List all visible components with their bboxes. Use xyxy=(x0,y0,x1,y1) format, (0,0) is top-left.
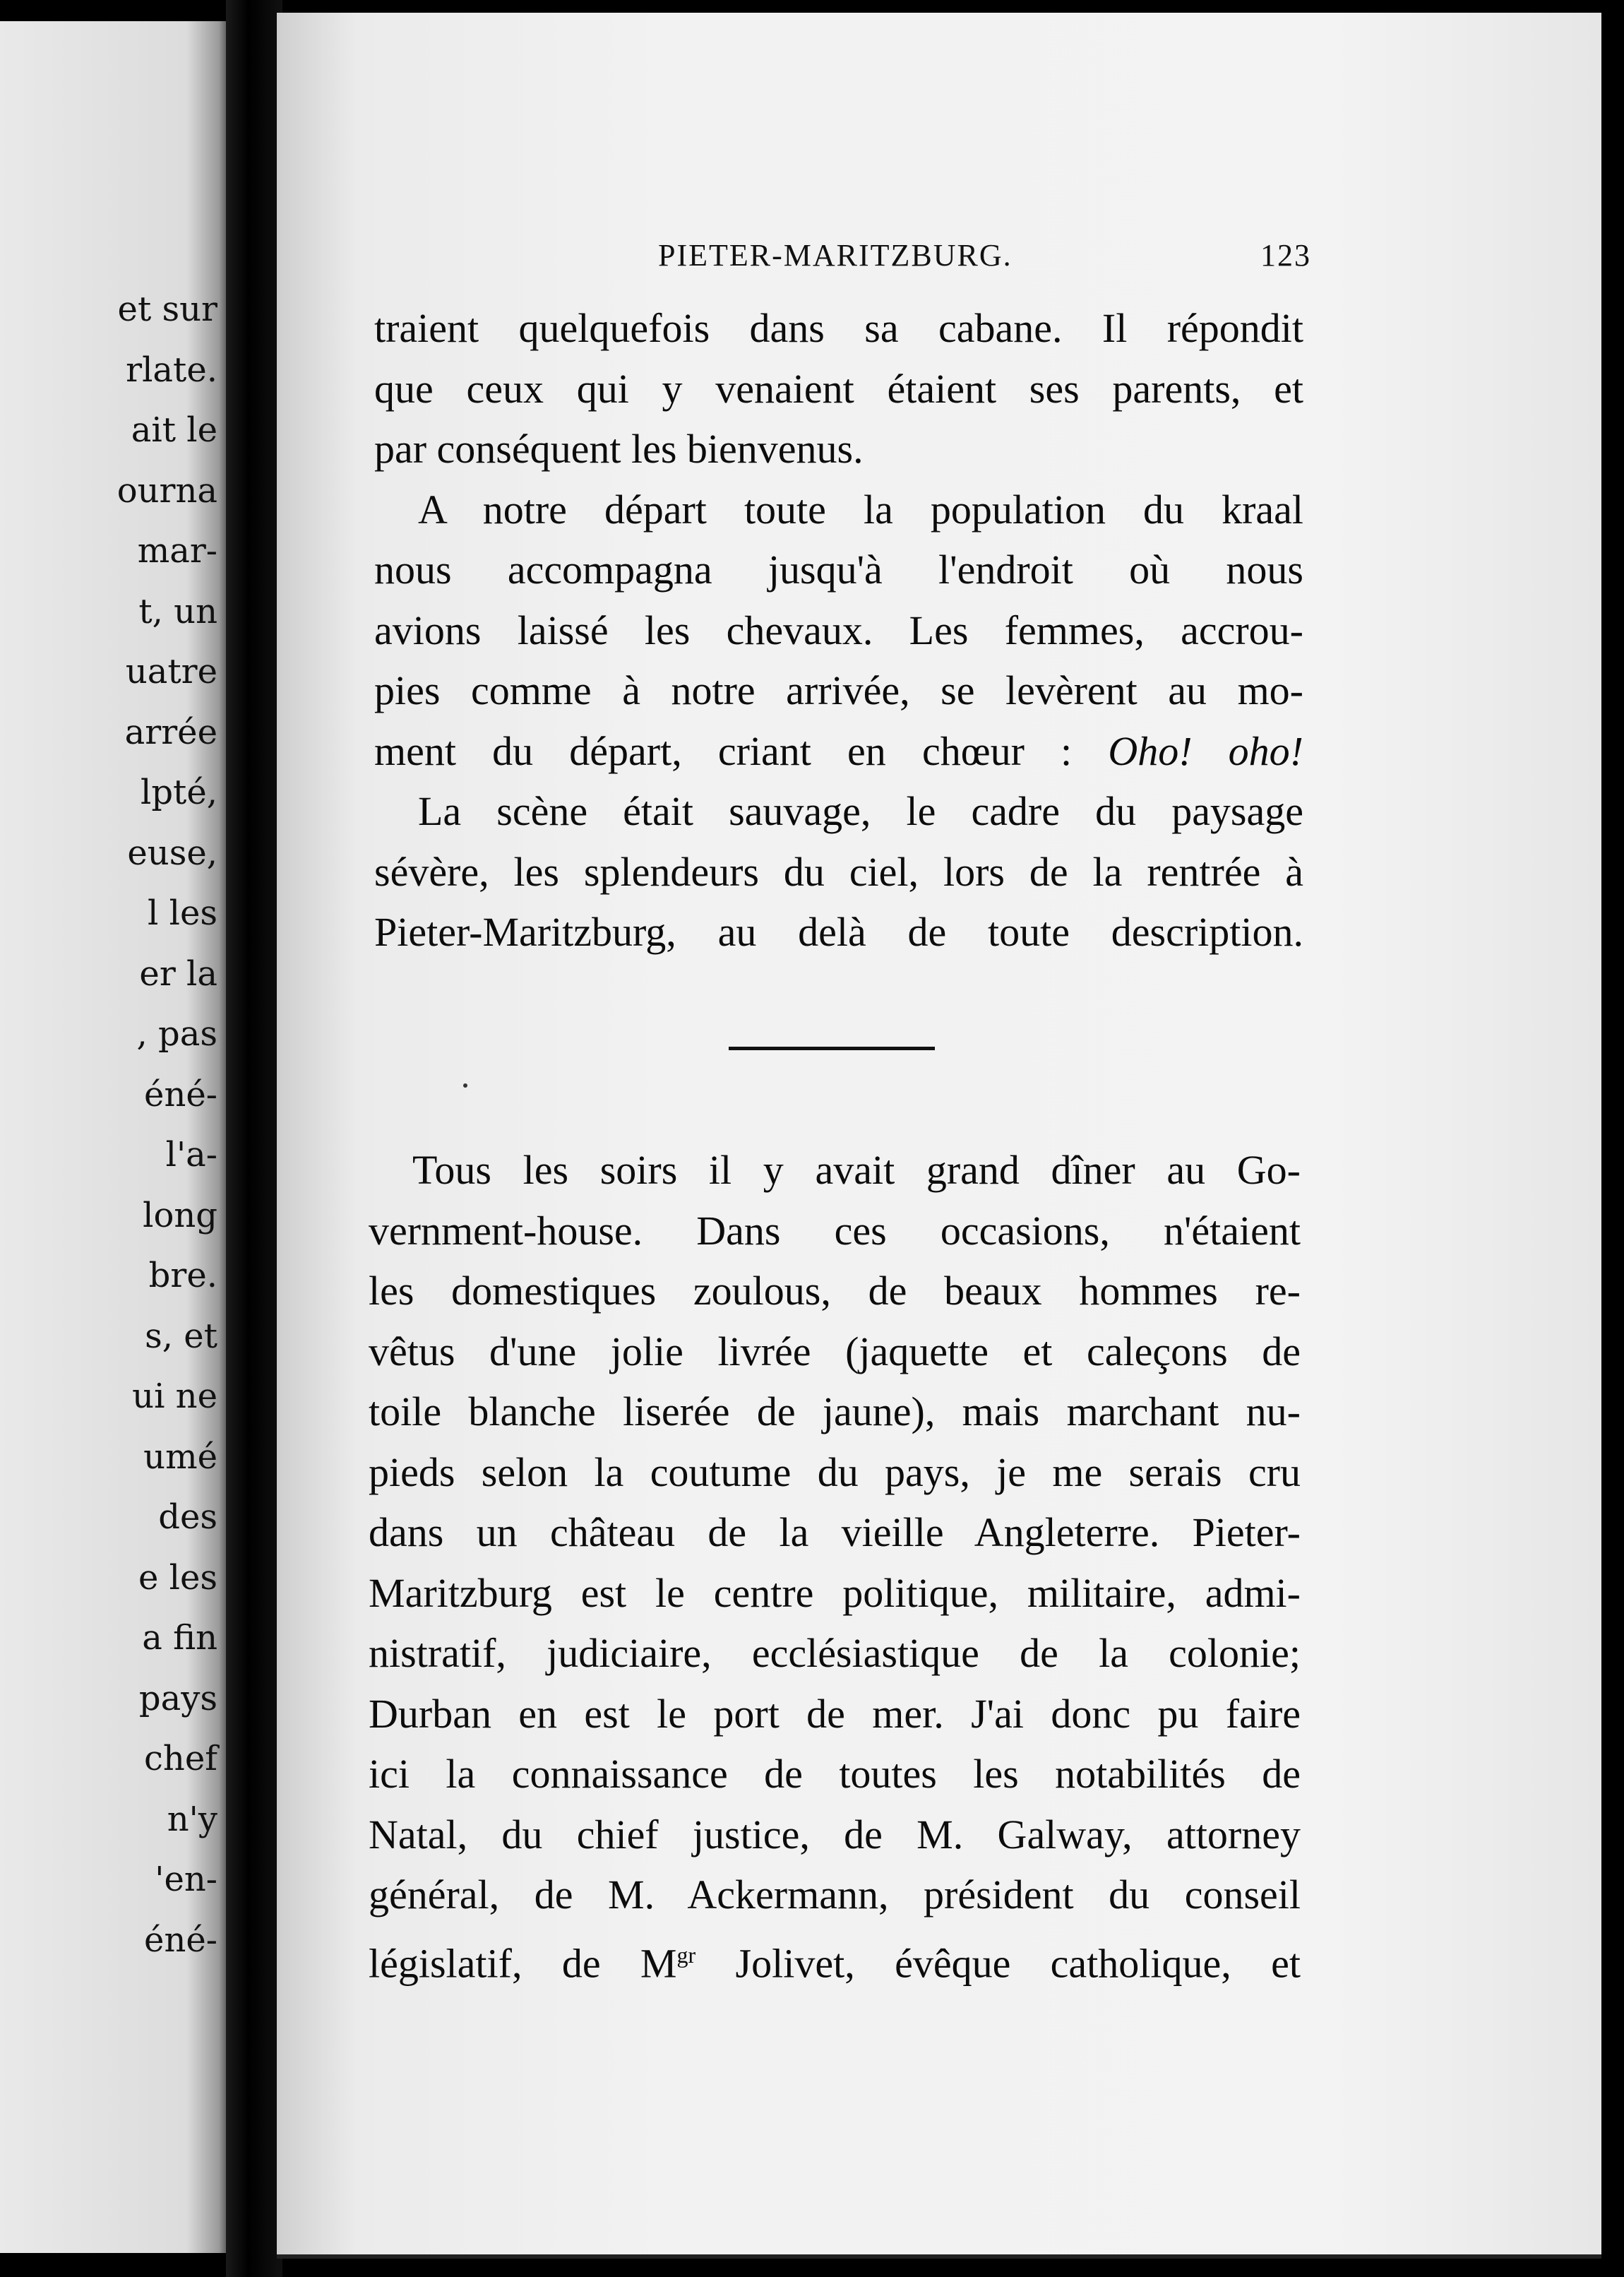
facing-page-text-fragment: , pas xyxy=(136,1014,217,1054)
text-line: par conséquent les bienvenus. xyxy=(374,426,864,472)
text-line: vêtus d'une jolie livrée (jaquette et caleçons de xyxy=(369,1328,1301,1374)
text-line: traient quelquefois dans sa cabane. Il répondit xyxy=(374,305,1303,351)
facing-page-text-fragment: éné- xyxy=(144,1074,217,1114)
text-line: nistratif, judiciaire, ecclésiastique de la colonie; xyxy=(369,1630,1301,1676)
text-line: général, de M. Ackermann, président du conseil xyxy=(369,1872,1301,1918)
book-page xyxy=(277,13,1601,2256)
text-line: Pieter-Maritzburg, au delà de toute description. xyxy=(374,909,1303,955)
facing-page-text-fragment: l'a- xyxy=(165,1135,217,1175)
page-number: 123 xyxy=(1260,238,1311,273)
text-line: ici la connaissance de toutes les notabilités de xyxy=(369,1751,1301,1797)
facing-page-text-fragment: n'y xyxy=(167,1799,217,1839)
text-line: dans un château de la vieille Angleterre. Pieter- xyxy=(369,1509,1301,1555)
text-line: que ceux qui y venaient étaient ses parents, et xyxy=(374,365,1303,412)
text-line: A notre départ toute la population du kraal xyxy=(418,486,1303,533)
book-gutter xyxy=(226,0,282,2277)
facing-page-text-fragment: arrée xyxy=(124,712,217,752)
facing-page-text-fragment: ui ne xyxy=(132,1377,217,1416)
facing-page-text-fragment: 'en- xyxy=(155,1860,217,1899)
text-line: les domestiques zoulous, de beaux hommes re- xyxy=(369,1268,1301,1314)
text-line: Durban en est le port de mer. J'ai donc pu faire xyxy=(369,1690,1301,1737)
text-line: Tous les soirs il y avait grand dîner au Go- xyxy=(412,1147,1301,1193)
text-line: toile blanche liserée de jaune), mais marchant nu- xyxy=(369,1389,1301,1434)
page-edge-shadow xyxy=(277,2254,1601,2259)
facing-page-text-fragment: rlate. xyxy=(126,350,217,390)
facing-page-text-fragment: long xyxy=(143,1195,217,1235)
facing-page-text-fragment: umé xyxy=(143,1437,217,1477)
text-line: vernment-house. Dans ces occasions, n'étaient xyxy=(369,1207,1301,1254)
text-line: pies comme à notre arrivée, se levèrent au mo- xyxy=(374,667,1303,713)
facing-page-text-fragment: a fin xyxy=(142,1618,217,1658)
facing-page-text-fragment: et sur xyxy=(117,290,217,329)
facing-page-text-fragment: ourna xyxy=(117,470,217,511)
facing-page-text-fragment: euse, xyxy=(127,833,217,873)
facing-page-edge xyxy=(0,21,233,2253)
italic-exclamation: Oho! oho! xyxy=(1108,727,1304,774)
text-block-lower xyxy=(369,1140,1301,1985)
facing-page-text-fragment: des xyxy=(158,1497,217,1537)
text-line: La scène était sauvage, le cadre du paysage xyxy=(418,788,1303,834)
text-line: pieds selon la coutume du pays, je me serais cru xyxy=(369,1449,1301,1495)
facing-page-text-fragment: er la xyxy=(139,953,217,994)
text-line: avions laissé les chevaux. Les femmes, accrou- xyxy=(374,607,1303,653)
text-line: sévère, les splendeurs du ciel, lors de la rentrée à xyxy=(374,848,1303,895)
facing-page-text-fragment: uatre xyxy=(125,652,217,691)
facing-page-text-fragment: pays xyxy=(138,1678,217,1718)
facing-page-text-fragment: e les xyxy=(138,1557,217,1598)
facing-page-text-fragment: ait le xyxy=(131,410,217,450)
text-line: Maritzburg est le centre politique, militaire, admi- xyxy=(369,1569,1301,1616)
text-line: Natal, du chief justice, de M. Galway, attorney xyxy=(369,1811,1301,1857)
text-line xyxy=(374,721,1303,782)
facing-page-text-fragment: s, et xyxy=(145,1316,217,1356)
text-block-upper xyxy=(374,298,1303,963)
text-run: Jolivet, évêque catholique, et xyxy=(695,1939,1301,1986)
superscript: gr xyxy=(676,1942,696,1968)
text-run: ment du départ, criant en chœur : xyxy=(374,727,1109,774)
facing-page-text-fragment: chef xyxy=(144,1739,217,1778)
text-line xyxy=(369,1925,1301,1986)
running-title: PIETER-MARITZBURG. xyxy=(658,238,1013,273)
facing-page-text-fragment: l les xyxy=(148,893,217,933)
facing-page-text-fragment: bre. xyxy=(148,1256,217,1295)
text-run: législatif, de M xyxy=(369,1939,677,1986)
text-line: nous accompagna jusqu'à l'endroit où nous xyxy=(374,547,1303,593)
section-divider xyxy=(729,1047,935,1050)
facing-page-text-fragment: mar- xyxy=(137,531,217,571)
ink-speck xyxy=(463,1083,467,1088)
facing-page-text-fragment: lpté, xyxy=(140,773,217,812)
facing-page-text-fragment: éné- xyxy=(144,1920,217,1960)
facing-page-text-fragment: t, un xyxy=(138,591,217,631)
